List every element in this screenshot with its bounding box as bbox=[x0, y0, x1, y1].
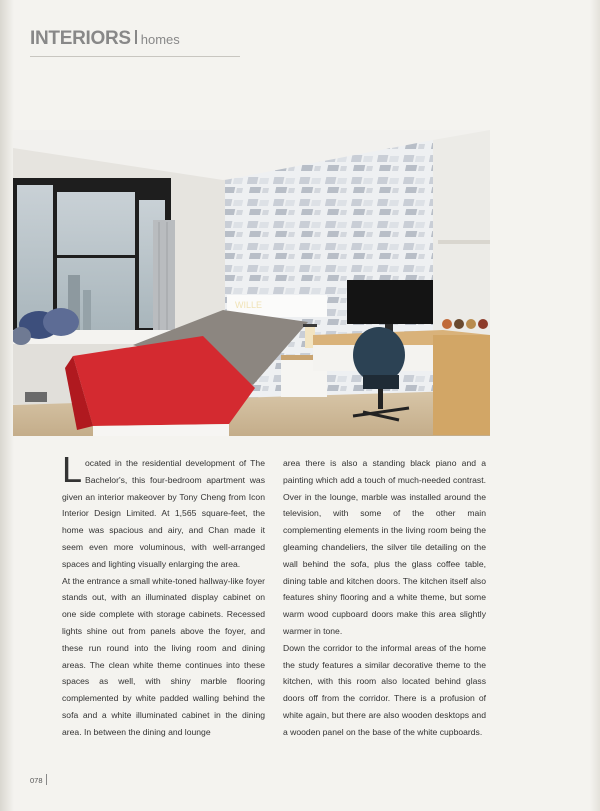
page-gutter-shadow bbox=[0, 0, 14, 811]
article-paragraph: At the entrance a small white-toned hallway-like foyer stands out, with an illuminated display cabinet on one side complete with storage cabinets. Recessed lights shine out from panels above the foyer, and these run round into the living room and dining areas. The clean white theme continues into these spaces as well, with shiny marble flooring complemented by white padded walling behind the sofa and a white illuminated cabinet in the dining area. In between the dining and lounge bbox=[62, 575, 266, 737]
bedroom-photo bbox=[13, 130, 490, 436]
bedroom-illustration bbox=[13, 130, 490, 436]
article-paragraph: Down the corridor to the informal areas of the home the study features a similar decorative theme to the kitchen, with this room also located behind glass doors off from the corridor. There is a profusion of white again, but there are also wooden desktops and a wooden panel on the base of the white cupboards. bbox=[283, 642, 486, 737]
page-number: 078 bbox=[30, 776, 43, 785]
wall-sign-text: WILLE bbox=[235, 300, 263, 310]
running-header bbox=[30, 28, 180, 50]
article-paragraph: ocated in the residential development of The Bachelor's, this four-bedroom apartment was given an interior makeover by Tony Cheng from Icon Interior Design Limited. At 1,565 square-feet, the home was spacious and airy, and Chan made it seem even more voluminous, with well-arranged spaces and lighting visually enlarging the area. bbox=[62, 458, 265, 569]
header-rule bbox=[30, 56, 240, 57]
page-number-rule bbox=[46, 774, 47, 785]
drop-cap: L bbox=[62, 449, 83, 490]
article-paragraph: area there is also a standing black piano and a painting which add a touch of much-needed contrast. Over in the lounge, marble was installed around the television, with some of the other main complementing elements in the living room being the gleaming chandeliers, the silver tile detailing on the wall behind the sofa, plus the glass coffee table, dining table and kitchen doors. The kitchen itself also features shiny flooring and a white theme, but some warm wood cupboard doors make this area slightly warmer in tone. bbox=[283, 458, 486, 636]
article-column-left bbox=[62, 449, 266, 741]
section-title: INTERIORS bbox=[30, 28, 131, 49]
header-separator bbox=[135, 30, 137, 44]
page-edge-shadow bbox=[590, 0, 600, 811]
section-subtitle: homes bbox=[140, 32, 180, 47]
article-column-right bbox=[283, 455, 486, 741]
